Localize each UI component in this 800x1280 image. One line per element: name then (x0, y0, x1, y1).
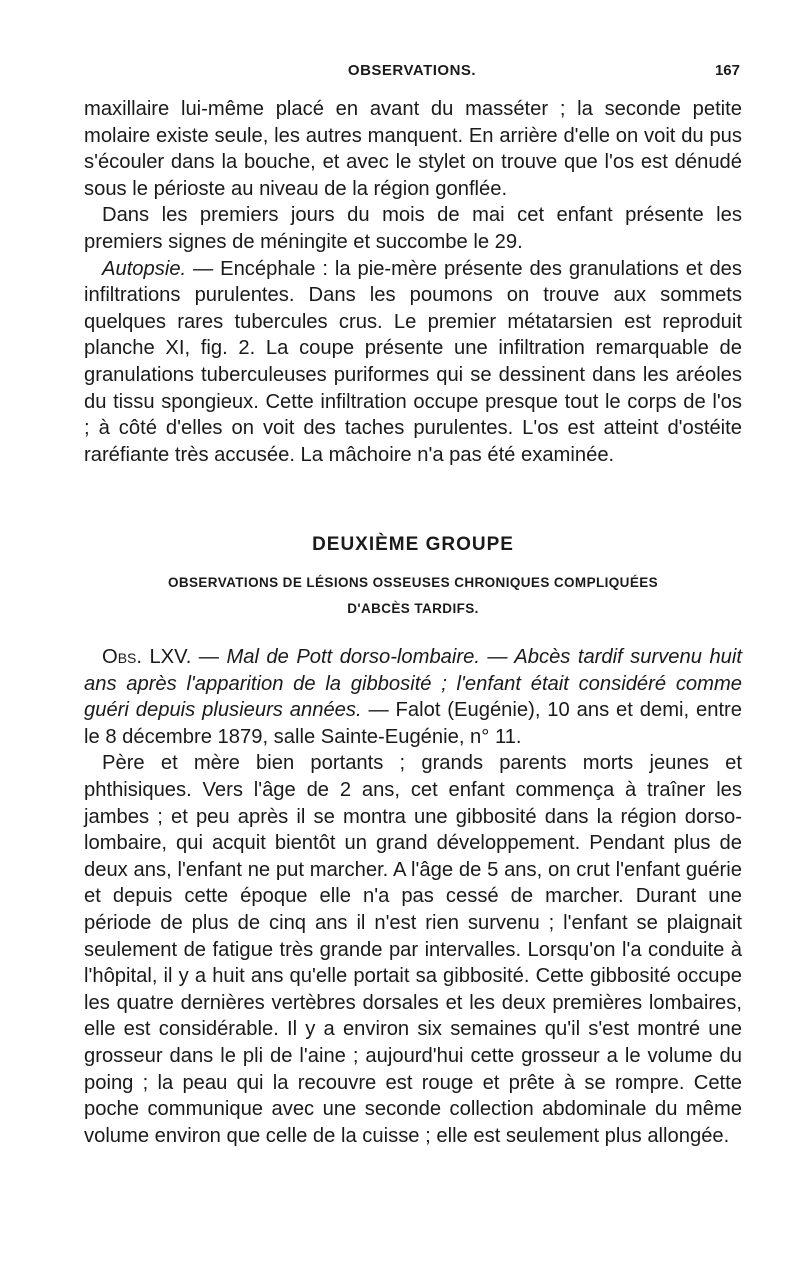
observation-label: Obs. LXV. (102, 646, 192, 668)
autopsy-text: — Encéphale : la pie-mère présente des granulations et des infiltrations purulentes. Dans les poumons on trouve aux sommets quelques rares tubercules crus. Le premier métatarsien est reproduit planche XI, fig. 2. La coupe présente une infiltration remarquable de granulations tuberculeuses puriformes qui se dessinent dans les aréoles du tissu spongieux. Cette infiltration occupe presque tout le corps de l'os ; à côté d'elles on voit des taches purulentes. L'os est atteint d'ostéite raréfiante très accusée. La mâchoire n'a pas été examinée. (84, 257, 742, 466)
group-subtitle-line2: D'ABCÈS TARDIFS. (347, 601, 479, 616)
page-number: 167 (714, 62, 740, 79)
observation-body: Père et mère bien portants ; grands parents morts jeunes et phthisiques. Vers l'âge de 2 ans, cet enfant commença à traîner les jambes ; et peu après il se montra une gibbosité dans la région dorso-lombaire, qui acquit bientôt un grand développement. Pendant plus de deux ans, l'enfant ne put marcher. A l'âge de 5 ans, on crut l'enfant guérie et depuis cette époque elle n'a pas cessé de marcher. Durant une période de plus de cinq ans il n'est rien survenu ; l'enfant se plaignait seulement de fatigue très grande par intervalles. Lorsqu'on l'a conduite à l'hôpital, il y a huit ans qu'elle portait sa gibbosité. Cette gibbosité occupe les quatre dernières vertèbres dorsales et les deux premières lombaires, elle est considérable. Il y a environ six semaines qu'il s'est montré une grosseur dans le pli de l'aine ; aujourd'hui cette grosseur a le volume du poing ; la peau qui la recouvre est rouge et prête à se rompre. Cette poche communique avec une seconde collection abdominale du même volume environ que celle de la cuisse ; elle est seulement plus allongée. (84, 752, 742, 1147)
running-title: OBSERVATIONS. (347, 62, 477, 79)
observation-intro: — Falot (Eugénie), 10 ans et demi, entre le 8 décembre 1879, salle Sainte-Eugénie, n° 11. (84, 699, 742, 748)
section-heading (84, 534, 742, 622)
observation-title: — Mal de Pott dorso-lombaire. — Abcès tardif survenu huit ans après l'apparition de la gibbosité ; l'enfant était considéré comme guéri depuis plusieurs années. (84, 646, 742, 722)
group-title: DEUXIÈME GROUPE (312, 534, 514, 555)
group-subtitle (84, 570, 742, 622)
group-subtitle-line1: OBSERVATIONS DE LÉSIONS OSSEUSES CHRONIQUES COMPLIQUÉES (167, 575, 659, 590)
autopsy-label: Autopsie. (102, 257, 187, 280)
observation-header (84, 644, 742, 750)
continued-observation (84, 96, 742, 468)
observation-lxv (84, 644, 742, 1149)
paragraph-meningitis: Dans les premiers jours du mois de mai cet enfant présente les premiers signes de méningite et succombe le 29. (84, 204, 742, 253)
running-head (84, 62, 740, 84)
paragraph-autopsy (84, 256, 742, 469)
paragraph-continuation: maxillaire lui-même placé en avant du masséter ; la seconde petite molaire existe seule, les autres manquent. En arrière d'elle on voit du pus s'écouler dans la bouche, et avec le stylet on trouve que l'os est dénudé sous le périoste au niveau de la région gonflée. (84, 98, 742, 200)
